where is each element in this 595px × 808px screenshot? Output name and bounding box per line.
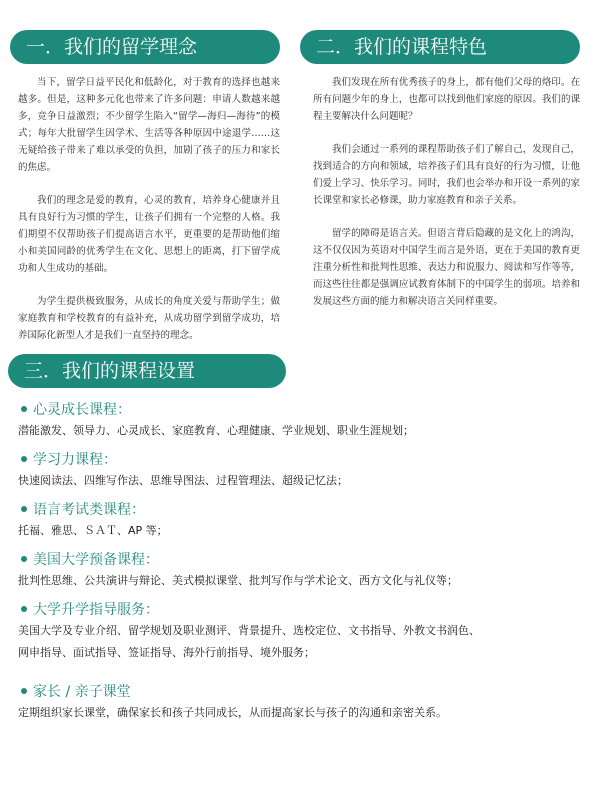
course-items: 快速阅读法、四维写作法、思维导图法、过程管理法、超级记忆法；: [18, 474, 348, 487]
course-block: [18, 682, 578, 724]
course-title: 心灵成长课程：: [18, 400, 578, 420]
course-block: [18, 600, 578, 664]
bullet-icon: [21, 456, 27, 462]
course-block: [18, 550, 578, 592]
section-header-features: 二．我们的课程特色: [300, 30, 580, 64]
course-title: 大学升学指导服务：: [18, 600, 578, 620]
bullet-icon: [21, 688, 27, 694]
features-paragraph: 我们发现在所有优秀孩子的身上，都有他们父母的烙印。在所有问题少年的身上，也都可以找到他们家庭的原因。我们的课程主要解决什么问题呢？: [313, 77, 580, 122]
bullet-icon: [21, 406, 27, 412]
philosophy-paragraph: 当下，留学日益平民化和低龄化，对于教育的选择也越来越多。但是，这种多元化也带来了许多问题：申请人数越来越多，竞争日益激烈；不少留学生陷入“留学—海归—海待”的模式；每年大批留学生因学术、生活等各种原因中途退学……这无疑给孩子带来了难以承受的负担，加剧了孩子的压力和家长的焦虑。: [18, 77, 280, 173]
features-text: [313, 74, 580, 326]
course-title: 语言考试类课程：: [18, 500, 578, 520]
features-paragraph: 留学的障碍是语言关。但语言背后隐藏的是文化上的鸿沟，这不仅仅因为英语对中国学生而言是外语，更在于美国的教育更注重分析性和批判性思维、表达力和说服力、阅读和写作等等，而这些往往都是强调应试教育体制下的中国学生的弱项。培养和发展这些方面的能力和解决语言关同样重要。: [313, 228, 580, 307]
features-paragraph: 我们会通过一系列的课程帮助孩子们了解自己，发现自己，找到适合的方向和领域，培养孩子们具有良好的行为习惯，让他们爱上学习、快乐学习。同时，我们也会举办和开设一系列的家长课堂和家长必修课，助力家庭教育和亲子关系。: [313, 144, 580, 206]
course-title: 美国大学预备课程：: [18, 550, 578, 570]
course-block: [18, 450, 578, 492]
bullet-icon: [21, 556, 27, 562]
course-items: 定期组织家长课堂，确保家长和孩子共同成长，从而提高家长与孩子的沟通和亲密关系。: [18, 706, 447, 719]
course-title: 家长 / 亲子课堂: [18, 682, 578, 702]
course-block: [18, 500, 578, 542]
philosophy-paragraph: 为学生提供极致服务，从成长的角度关爱与帮助学生；做家庭教育和学校教育的有益补充，从成功留学到留学成功，培养国际化新型人才是我们一直坚持的理念。: [18, 296, 280, 341]
course-items: 托福、雅思、ＳＡＴ、AP 等；: [18, 524, 168, 537]
course-block: [18, 400, 578, 442]
philosophy-text: [18, 74, 280, 360]
philosophy-paragraph: 我们的理念是爱的教育，心灵的教育，培养身心健康并且具有良好行为习惯的学生，让孩子们拥有一个完整的人格。我们期望不仅帮助孩子们提高语言水平，更重要的是帮助他们缩小和美国同龄的优秀学生在文化、思想上的距离，打下留学成功和人生成功的基础。: [18, 195, 280, 274]
course-items: 潜能激发、领导力、心灵成长、家庭教育、心理健康、学业规划、职业生涯规划；: [18, 424, 414, 437]
section-header-courses: 三．我们的课程设置: [8, 354, 286, 388]
bullet-icon: [21, 606, 27, 612]
course-items: 批判性思维、公共演讲与辩论、美式模拟课堂、批判写作与学术论文、西方文化与礼仪等；: [18, 574, 458, 587]
section-header-philosophy: 一．我们的留学理念: [10, 30, 280, 64]
course-items: 美国大学及专业介绍、留学规划及职业测评、背景提升、选校定位、文书指导、外教文书润色、: [18, 624, 480, 637]
course-title: 学习力课程：: [18, 450, 578, 470]
course-items: 网申指导、面试指导、签证指导、海外行前指导、境外服务；: [18, 646, 315, 659]
bullet-icon: [21, 506, 27, 512]
